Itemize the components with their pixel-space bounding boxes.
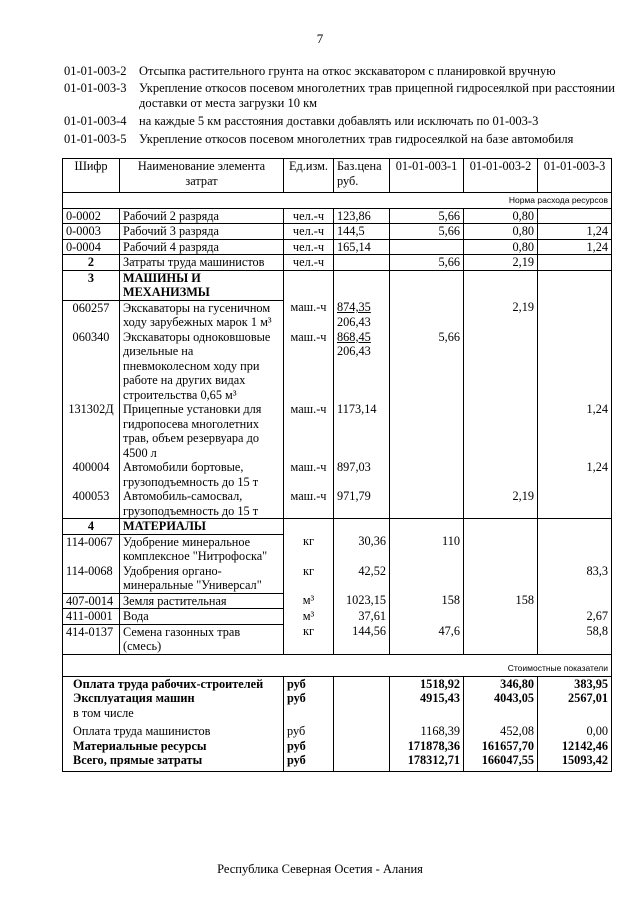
row-v1 [390, 609, 464, 625]
row-name: Прицепные установки для гидропосева многолетних трав, объем резервуара до 4500 л [120, 402, 284, 460]
row-name: Затраты труда машинистов [120, 255, 284, 271]
row-v1: 5,66 [390, 255, 464, 271]
row-v3: 2,67 [538, 609, 612, 625]
table-row [63, 609, 612, 625]
row-v3 [538, 489, 612, 519]
table-row [63, 564, 612, 594]
cost-v1 [390, 691, 464, 706]
cost-name [63, 739, 284, 754]
row-name: Рабочий 3 разряда [120, 224, 284, 240]
cost-unit-text: руб [287, 753, 306, 767]
row-price: 123,86 [334, 208, 390, 224]
cost-v1: 1168,39 [390, 720, 464, 739]
row-v3: 1,24 [538, 239, 612, 255]
row-price: 971,79 [334, 489, 390, 519]
cost-v1-text: 178312,71 [407, 753, 460, 767]
table-row [63, 534, 612, 564]
resource-table [62, 158, 612, 772]
table-header-row [63, 159, 612, 193]
row-v3: 1,24 [538, 402, 612, 460]
row-unit: чел.-ч [284, 239, 334, 255]
row-v3 [538, 208, 612, 224]
row-code: 114-0068 [63, 564, 120, 594]
cost-row [63, 753, 612, 771]
row-unit: маш.-ч [284, 489, 334, 519]
row-code: 411-0001 [63, 609, 120, 625]
intro-code: 01-01-003-4 [64, 114, 127, 128]
intro-line [64, 81, 624, 111]
row-price-sub: 206,43 [337, 344, 371, 358]
materials-section-row [63, 519, 612, 535]
cost-v3-text: 2567,01 [568, 691, 608, 705]
cost-unit [284, 739, 334, 754]
cost-v3: 0,00 [538, 720, 612, 739]
row-v1: 47,6 [390, 624, 464, 654]
row-price: 1173,14 [334, 402, 390, 460]
row-price: 42,52 [334, 564, 390, 594]
row-v1: 158 [390, 593, 464, 609]
section-code [63, 270, 120, 300]
row-name: Удобрение минеральное комплексное "Нитрофоска" [120, 534, 284, 564]
cost-unit [284, 753, 334, 771]
section-code-text: 3 [87, 270, 95, 285]
row-name: Рабочий 4 разряда [120, 239, 284, 255]
page-number: 7 [316, 31, 324, 46]
row-v2: 0,80 [464, 208, 538, 224]
cost-name-text: Материальные ресурсы [73, 738, 207, 753]
row-name: Вода [120, 609, 284, 625]
row-name: Экскаваторы на гусеничном ходу зарубежных марок 1 м³ [120, 300, 284, 330]
cost-v3 [538, 753, 612, 771]
table-row [63, 593, 612, 609]
row-v2: 2,19 [464, 255, 538, 271]
row-code-text: 2 [87, 255, 95, 269]
row-code: 131302Д [63, 402, 120, 460]
cost-label-row [63, 654, 612, 676]
machines-section-row [63, 270, 612, 300]
cost-v3 [538, 739, 612, 754]
cost-v3 [538, 676, 612, 691]
cost-v3-text: 15093,42 [561, 753, 608, 767]
row-code: 407-0014 [63, 593, 120, 609]
cost-v3 [538, 706, 612, 721]
row-name: Автомобили бортовые, грузоподъемность до 15 т [120, 460, 284, 489]
row-v1 [390, 300, 464, 330]
header-unit: Ед.изм. [284, 159, 334, 193]
row-code: 114-0067 [63, 534, 120, 564]
cost-v1-text: 171878,36 [407, 738, 460, 753]
cost-v2-text: 161657,70 [481, 738, 534, 753]
row-code: 400004 [63, 460, 120, 489]
row-unit: маш.-ч [284, 300, 334, 330]
cost-label: Стоимостные показатели [63, 654, 612, 676]
row-v2 [464, 330, 538, 403]
cost-v1 [390, 739, 464, 754]
table-row [63, 224, 612, 240]
cost-v3-text: 12142,46 [561, 738, 608, 753]
row-code: 0-0003 [63, 224, 120, 240]
row-unit: чел.-ч [284, 255, 334, 271]
section-title-text: МАШИНЫ И МЕХАНИЗМЫ [123, 270, 210, 299]
row-v1 [390, 489, 464, 519]
cost-v2 [464, 706, 538, 721]
cost-v1-text: 4915,43 [420, 691, 460, 705]
cost-v1 [390, 676, 464, 691]
cost-unit [284, 691, 334, 706]
row-v3: 58,8 [538, 624, 612, 654]
cost-v2 [464, 753, 538, 771]
row-price-main: 874,35 [337, 300, 371, 314]
table-row [63, 624, 612, 654]
row-unit: кг [284, 534, 334, 564]
cost-row [63, 720, 612, 739]
row-unit: чел.-ч [284, 208, 334, 224]
cost-row [63, 676, 612, 691]
row-code [63, 255, 120, 271]
cost-unit-text: руб [287, 738, 306, 753]
row-price: 897,03 [334, 460, 390, 489]
row-price-sub: 206,43 [337, 314, 371, 329]
row-v3: 1,24 [538, 460, 612, 489]
row-price: 144,56 [334, 624, 390, 654]
cost-v1 [390, 706, 464, 721]
row-v2: 0,80 [464, 239, 538, 255]
row-v3: 83,3 [538, 564, 612, 594]
row-v1: 5,66 [390, 330, 464, 403]
cost-name-text: Оплата труда рабочих-строителей [73, 676, 264, 691]
intro-line [64, 114, 624, 129]
header-col1: 01-01-003-1 [390, 159, 464, 193]
section-title [120, 519, 284, 535]
row-v2 [464, 609, 538, 625]
row-name: Семена газонных трав (смесь) [120, 624, 284, 654]
cost-row [63, 706, 612, 721]
row-price [334, 255, 390, 271]
row-v1 [390, 239, 464, 255]
cost-unit [284, 676, 334, 691]
row-unit: маш.-ч [284, 402, 334, 460]
row-v2: 2,19 [464, 300, 538, 330]
row-v2: 2,19 [464, 489, 538, 519]
row-name: Земля растительная [120, 593, 284, 609]
section-code-text: 4 [87, 519, 95, 533]
intro-line [64, 64, 624, 79]
cost-v2-text: 166047,55 [481, 753, 534, 767]
cost-v1 [390, 753, 464, 771]
row-v2 [464, 564, 538, 594]
row-unit: кг [284, 564, 334, 594]
table-row [63, 300, 612, 330]
header-price: Баз.цена руб. [334, 159, 390, 193]
row-code: 400053 [63, 489, 120, 519]
row-price: 144,5 [334, 224, 390, 240]
cost-name-text: Эксплуатация машин [73, 691, 195, 705]
cost-v2: 452,08 [464, 720, 538, 739]
cost-unit [284, 706, 334, 721]
row-v2 [464, 624, 538, 654]
table-row [63, 489, 612, 519]
row-v3 [538, 300, 612, 330]
cost-name: в том числе [63, 706, 284, 721]
row-code: 060257 [63, 300, 120, 330]
cost-row [63, 739, 612, 754]
header-name: Наименование элемента затрат [120, 159, 284, 193]
header-code: Шифр [63, 159, 120, 193]
row-price: 37,61 [334, 609, 390, 625]
cost-v3-text: 383,95 [574, 676, 608, 691]
row-v1 [390, 564, 464, 594]
norm-label-row [63, 193, 612, 209]
row-v3 [538, 330, 612, 403]
cost-name: Оплата труда машинистов [63, 720, 284, 739]
cost-v2-text: 346,80 [500, 676, 534, 691]
cost-v2 [464, 691, 538, 706]
row-code: 0-0004 [63, 239, 120, 255]
norm-label: Норма расхода ресурсов [63, 193, 612, 209]
cost-name [63, 676, 284, 691]
cost-row [63, 691, 612, 706]
row-v2: 158 [464, 593, 538, 609]
row-price: 30,36 [334, 534, 390, 564]
cost-name [63, 691, 284, 706]
row-name: Удобрения органо-минеральные "Универсал" [120, 564, 284, 594]
header-col3: 01-01-003-3 [538, 159, 612, 193]
row-v1: 5,66 [390, 224, 464, 240]
table-row [63, 402, 612, 460]
section-code [63, 519, 120, 535]
row-name: Автомобиль-самосвал, грузоподъемность до 15 т [120, 489, 284, 519]
cost-v3 [538, 691, 612, 706]
header-col2: 01-01-003-2 [464, 159, 538, 193]
row-price [334, 330, 390, 403]
section-title [120, 270, 284, 300]
row-unit: кг [284, 624, 334, 654]
row-v2 [464, 534, 538, 564]
table-row [63, 208, 612, 224]
intro-line [64, 132, 624, 147]
intro-text: Укрепление откосов посевом многолетних трав гидросеялкой на базе автомобиля [139, 132, 574, 146]
cost-v1-text: 1518,92 [420, 676, 460, 691]
cost-unit: руб [284, 720, 334, 739]
table-row [63, 330, 612, 403]
row-unit: маш.-ч [284, 330, 334, 403]
row-price: 165,14 [334, 239, 390, 255]
row-price: 1023,15 [334, 593, 390, 609]
row-code: 0-0002 [63, 208, 120, 224]
cost-v2-text: 4043,05 [494, 691, 534, 705]
intro-code: 01-01-003-5 [64, 132, 127, 146]
row-code: 060340 [63, 330, 120, 403]
row-v3 [538, 593, 612, 609]
row-unit: м³ [284, 609, 334, 625]
intro-code: 01-01-003-2 [64, 64, 127, 78]
section-title-text: МАТЕРИАЛЫ [123, 519, 207, 533]
cost-name-text: Всего, прямые затраты [73, 753, 203, 767]
row-unit: чел.-ч [284, 224, 334, 240]
row-unit: м³ [284, 593, 334, 609]
row-v3 [538, 255, 612, 271]
row-name: Рабочий 2 разряда [120, 208, 284, 224]
row-v3 [538, 534, 612, 564]
table-row [63, 460, 612, 489]
cost-unit-text: руб [287, 676, 306, 691]
row-code: 414-0137 [63, 624, 120, 654]
row-v1: 110 [390, 534, 464, 564]
cost-name [63, 753, 284, 771]
row-v2: 0,80 [464, 224, 538, 240]
cost-unit-text: руб [287, 691, 306, 705]
intro-text: Отсыпка растительного грунта на откос экскаватором с планировкой вручную [139, 64, 556, 78]
row-price [334, 300, 390, 330]
page-footer: Республика Северная Осетия - Алания [217, 862, 423, 876]
row-v2 [464, 402, 538, 460]
row-v1: 5,66 [390, 208, 464, 224]
row-v1 [390, 402, 464, 460]
table-row [63, 239, 612, 255]
row-v2 [464, 460, 538, 489]
intro-text: Укрепление откосов посевом многолетних трав прицепной гидросеялкой при расстоянии доставки от места загрузки 10 км [139, 81, 615, 110]
intro-text: на каждые 5 км расстояния доставки добавлять или исключать по 01-003-3 [139, 114, 539, 128]
intro-code: 01-01-003-3 [64, 81, 127, 95]
row-name: Экскаваторы одноковшовые дизельные на пневмоколесном ходу при работе на других видах строительства 0,65 м³ [120, 330, 284, 403]
cost-v2 [464, 676, 538, 691]
row-unit: маш.-ч [284, 460, 334, 489]
row-v1 [390, 460, 464, 489]
machinist-labor-row [63, 255, 612, 271]
row-price-main: 868,45 [337, 329, 371, 344]
row-v3: 1,24 [538, 224, 612, 240]
cost-v2 [464, 739, 538, 754]
